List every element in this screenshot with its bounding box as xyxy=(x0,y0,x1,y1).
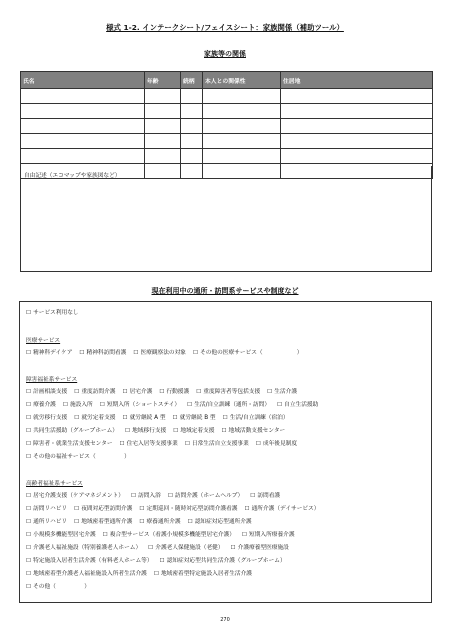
checkbox-icon[interactable]: ☐ xyxy=(26,545,32,551)
column-header-relation: 続柄 xyxy=(181,72,203,89)
service-checkbox-item[interactable] xyxy=(26,545,141,551)
service-checkbox-item[interactable] xyxy=(26,454,130,460)
service-checkbox-item[interactable] xyxy=(26,571,147,577)
age-cell[interactable] xyxy=(145,149,181,164)
service-label: 地域定着支援 xyxy=(180,428,215,434)
elderly-row xyxy=(26,584,97,591)
service-label: 自立生活援助 xyxy=(284,402,319,408)
service-label: 精神科訪問看護 xyxy=(86,350,127,356)
family-table-header xyxy=(21,72,433,89)
service-checkbox-item[interactable] xyxy=(139,519,180,525)
residence-cell[interactable] xyxy=(281,104,433,119)
service-checkbox-item[interactable] xyxy=(277,402,318,408)
service-label: 生活介護 xyxy=(274,389,298,395)
service-label: 就労継続 A 型 xyxy=(129,415,166,421)
disability-row xyxy=(26,428,292,435)
service-checkbox-item[interactable] xyxy=(63,402,93,408)
service-checkbox-item[interactable] xyxy=(74,389,115,395)
service-label: 就労継続 B 型 xyxy=(179,415,216,421)
checkbox-icon[interactable]: ☐ xyxy=(26,402,32,408)
checkbox-icon[interactable]: ☐ xyxy=(26,415,32,421)
disability-category-title: 障害福祉系サービス xyxy=(26,377,78,383)
checkbox-icon[interactable]: ☐ xyxy=(222,415,228,421)
service-checkbox-item[interactable] xyxy=(26,415,67,421)
service-label: 介護老人保健施設（老健） xyxy=(155,545,224,551)
checkbox-icon[interactable]: ☐ xyxy=(26,571,32,577)
checkbox-icon[interactable]: ☐ xyxy=(192,350,199,356)
column-header-relationship: 本人との関係性 xyxy=(203,72,281,89)
service-checkbox-item[interactable] xyxy=(148,545,223,551)
elderly-row xyxy=(26,532,302,539)
service-checkbox-item[interactable] xyxy=(26,441,113,447)
checkbox-icon[interactable]: ☐ xyxy=(62,402,68,408)
elderly-row xyxy=(26,519,259,526)
checkbox-icon[interactable]: ☐ xyxy=(241,532,248,538)
service-checkbox-item[interactable] xyxy=(79,350,126,356)
service-checkbox-item[interactable] xyxy=(122,389,152,395)
checkbox-icon[interactable]: ☐ xyxy=(139,506,145,512)
checkbox-icon[interactable]: ☐ xyxy=(26,506,32,512)
family-table xyxy=(20,71,433,179)
elderly-row xyxy=(26,545,296,552)
checkbox-icon[interactable]: ☐ xyxy=(102,532,108,538)
disability-row xyxy=(26,402,325,409)
service-label: 療養介護 xyxy=(33,402,56,408)
residence-cell[interactable] xyxy=(281,134,433,149)
elderly-row xyxy=(26,493,287,500)
service-checkbox-item[interactable] xyxy=(193,350,302,356)
service-checkbox-item[interactable] xyxy=(256,441,297,447)
checkbox-icon[interactable]: ☐ xyxy=(277,402,283,408)
service-label: 地域移行支援 xyxy=(132,428,167,434)
service-label: 認知症対応型通所介護 xyxy=(194,519,252,525)
service-checkbox-item[interactable] xyxy=(26,428,118,434)
service-none-label: サービス利用なし xyxy=(33,310,79,316)
checkbox-icon[interactable]: ☐ xyxy=(148,545,154,551)
service-checkbox-item[interactable] xyxy=(26,350,72,356)
checkbox-icon[interactable]: ☐ xyxy=(159,558,165,564)
service-checkbox-item[interactable] xyxy=(173,428,214,434)
service-label: 成年後見制度 xyxy=(262,441,298,447)
service-label: 訪問看護 xyxy=(257,493,281,499)
checkbox-icon[interactable]: ☐ xyxy=(74,519,80,525)
checkbox-icon[interactable]: ☐ xyxy=(26,454,32,460)
checkbox-icon[interactable]: ☐ xyxy=(99,402,105,408)
service-label: 夜間対応型訪問介護 xyxy=(81,506,133,512)
checkbox-icon[interactable]: ☐ xyxy=(26,441,32,447)
relation-cell[interactable] xyxy=(181,149,203,164)
column-header-residence: 住居地 xyxy=(281,72,433,89)
service-label: 療養通所介護 xyxy=(146,519,181,525)
service-checkbox-item[interactable] xyxy=(26,506,67,512)
service-label: 計画相談支援 xyxy=(33,389,68,395)
service-label: 介護療養型医療施設 xyxy=(237,545,289,551)
checkbox-icon[interactable]: ☐ xyxy=(122,389,128,395)
service-checkbox-item[interactable] xyxy=(74,415,115,421)
service-label: 地域密着型介護老人福祉施設入所者生活介護 xyxy=(33,571,147,577)
service-checkbox-item[interactable] xyxy=(120,441,178,447)
free-description-label: 自由記述（エコマップや家族図など） xyxy=(24,173,121,179)
checkbox-icon[interactable]: ☐ xyxy=(26,428,32,434)
checkbox-icon[interactable]: ☐ xyxy=(26,350,32,356)
service-label: 小規模多機能型居宅介護 xyxy=(33,532,96,538)
service-checkbox-item[interactable] xyxy=(26,584,90,590)
service-checkbox-item[interactable] xyxy=(100,402,180,408)
service-label: 短期入所（ショートステイ） xyxy=(106,402,181,408)
family-table-row xyxy=(21,104,433,119)
family-table-row xyxy=(21,119,433,134)
service-checkbox-item[interactable] xyxy=(26,519,67,525)
service-checkbox-item[interactable] xyxy=(231,545,289,551)
service-label: 通所リハビリ xyxy=(33,519,68,525)
column-header-name: 氏名 xyxy=(21,72,145,89)
service-checkbox-item[interactable] xyxy=(26,558,153,564)
service-label: 行動援護 xyxy=(166,389,190,395)
checkbox-icon[interactable]: ☐ xyxy=(79,350,85,356)
family-table-row xyxy=(21,89,433,104)
service-label: 医療観察法の対象 xyxy=(140,350,186,356)
service-label: 通所介護（デイサービス） xyxy=(251,506,320,512)
family-section-title: 家族等の関係 xyxy=(204,50,246,58)
service-checkbox-item[interactable] xyxy=(26,493,124,499)
page-title: 様式 1-2. インテークシート/フェイスシート：家族関係（補助ツール） xyxy=(106,23,344,32)
relation-cell[interactable] xyxy=(181,89,203,104)
service-checkbox-item[interactable] xyxy=(26,532,96,538)
checkbox-icon[interactable]: ☐ xyxy=(196,389,202,395)
checkbox-icon[interactable]: ☐ xyxy=(74,389,80,395)
checkbox-icon[interactable]: ☐ xyxy=(221,428,227,434)
checkbox-icon[interactable]: ☐ xyxy=(133,350,139,356)
checkbox-icon[interactable]: ☐ xyxy=(26,584,32,590)
service-label: 日常生活自立支援事業 xyxy=(191,441,249,447)
service-label: 精神科デイケア xyxy=(33,350,73,356)
checkbox-icon[interactable]: ☐ xyxy=(26,389,32,395)
service-label: 地域活動支援センター xyxy=(228,428,286,434)
column-header-age: 年齢 xyxy=(145,72,181,89)
page-number: 270 xyxy=(220,617,230,623)
service-checkbox-item[interactable] xyxy=(26,402,56,408)
service-label: 障害者・就業生活支援センター xyxy=(33,441,113,447)
elderly-category-title: 高齢者福祉系サービス xyxy=(26,481,83,487)
family-table-row xyxy=(21,149,433,164)
residence-cell[interactable] xyxy=(281,149,433,164)
service-checkbox-item[interactable] xyxy=(159,389,189,395)
relationship-cell[interactable] xyxy=(203,134,281,149)
checkbox-icon[interactable]: ☐ xyxy=(26,558,32,564)
name-cell[interactable] xyxy=(21,104,145,119)
service-checkbox-item[interactable] xyxy=(168,493,243,499)
checkbox-icon[interactable]: ☐ xyxy=(159,389,165,395)
checkbox-icon[interactable]: ☐ xyxy=(74,506,80,512)
service-label: 訪問リハビリ xyxy=(33,506,68,512)
service-label: その他（ ） xyxy=(33,584,90,590)
service-label: 居宅介護支援（ケアマネジメント） xyxy=(33,493,124,499)
service-checkbox-item[interactable] xyxy=(187,402,270,408)
checkbox-icon[interactable]: ☐ xyxy=(74,415,80,421)
checkbox-icon[interactable]: ☐ xyxy=(124,428,131,434)
checkbox-icon[interactable]: ☐ xyxy=(122,415,128,421)
service-label: 共同生活援助（グループホーム） xyxy=(33,428,118,434)
disability-row xyxy=(26,389,304,396)
checkbox-icon[interactable]: ☐ xyxy=(172,415,178,421)
service-label: 複合型サービス（看護小規模多機能型居宅介護） xyxy=(109,532,235,538)
checkbox-icon[interactable]: ☐ xyxy=(255,441,261,447)
disability-row xyxy=(26,441,304,448)
service-label: 特定施設入居者生活介護（有料老人ホーム等） xyxy=(33,558,153,564)
service-label: 住宅入居等支援事業 xyxy=(126,441,178,447)
service-checklist-box xyxy=(19,301,432,603)
checkbox-icon[interactable]: ☐ xyxy=(167,493,173,499)
checkbox-icon[interactable]: ☐ xyxy=(244,506,250,512)
age-cell[interactable] xyxy=(145,89,181,104)
relationship-cell[interactable] xyxy=(203,149,281,164)
service-checkbox-item[interactable] xyxy=(122,415,165,421)
elderly-row xyxy=(26,506,326,513)
checkbox-icon[interactable]: ☐ xyxy=(184,441,190,447)
service-checkbox-item[interactable] xyxy=(221,428,285,434)
service-label: その他の福祉サービス（ ） xyxy=(33,454,130,460)
checkbox-icon[interactable]: ☐ xyxy=(230,545,236,551)
elderly-row xyxy=(26,558,293,565)
service-checkbox-item[interactable] xyxy=(250,493,280,499)
checkbox-icon[interactable]: ☐ xyxy=(26,310,32,316)
age-cell[interactable] xyxy=(145,119,181,134)
service-label: 認知症対応型共同生活介護（グループホーム） xyxy=(166,558,286,564)
service-checkbox-item[interactable] xyxy=(139,506,237,512)
relationship-cell[interactable] xyxy=(203,89,281,104)
service-checkbox-item[interactable] xyxy=(196,389,260,395)
service-label: 訪問入浴 xyxy=(138,493,161,499)
name-cell[interactable] xyxy=(21,149,145,164)
service-checkbox-item[interactable] xyxy=(74,519,132,525)
service-label: 定期巡回・随時対応型訪問介護看護 xyxy=(146,506,238,512)
service-label: 重度障害者等包括支援 xyxy=(203,389,261,395)
service-checkbox-item[interactable] xyxy=(185,441,249,447)
residence-cell[interactable] xyxy=(281,119,433,134)
checkbox-icon[interactable]: ☐ xyxy=(250,493,256,499)
elderly-row xyxy=(26,571,259,578)
age-cell[interactable] xyxy=(145,134,181,149)
checkbox-icon[interactable]: ☐ xyxy=(187,402,193,408)
service-label: 生活/自立訓練（宿泊） xyxy=(229,415,289,421)
service-checkbox-item[interactable] xyxy=(267,389,297,395)
service-checkbox-item[interactable] xyxy=(244,506,319,512)
free-description-box[interactable] xyxy=(20,166,432,272)
name-cell[interactable] xyxy=(21,134,145,149)
checkbox-icon[interactable]: ☐ xyxy=(119,441,125,447)
checkbox-icon[interactable]: ☐ xyxy=(130,493,137,499)
residence-cell[interactable] xyxy=(281,89,433,104)
service-label: 短期入所療養介護 xyxy=(249,532,295,538)
service-label: 地域密着型特定施設入居者生活介護 xyxy=(160,571,252,577)
disability-row xyxy=(26,415,296,422)
service-label: 施設入所 xyxy=(69,402,93,408)
service-label: 生活/自立訓練（通所・訪問） xyxy=(194,402,271,408)
relationship-cell[interactable] xyxy=(203,119,281,134)
checkbox-icon[interactable]: ☐ xyxy=(139,519,145,525)
service-label: 地域密着型通所介護 xyxy=(81,519,133,525)
family-table-row xyxy=(21,134,433,149)
disability-row xyxy=(26,454,137,461)
checkbox-icon[interactable]: ☐ xyxy=(173,428,179,434)
checkbox-icon[interactable]: ☐ xyxy=(26,519,32,525)
name-cell[interactable] xyxy=(21,89,145,104)
service-checkbox-item[interactable] xyxy=(131,493,161,499)
service-label: 就労定着支援 xyxy=(81,415,116,421)
checkbox-icon[interactable]: ☐ xyxy=(187,519,193,525)
service-checkbox-item[interactable] xyxy=(74,506,132,512)
checkbox-icon[interactable]: ☐ xyxy=(153,571,159,577)
service-none-row xyxy=(26,310,79,317)
relation-cell[interactable] xyxy=(181,119,203,134)
service-checkbox-item[interactable] xyxy=(160,558,286,564)
service-checkbox-item[interactable] xyxy=(242,532,295,538)
service-section-title: 現在利用中の通所・訪問系サービスや制度など xyxy=(151,287,299,295)
service-checkbox-item[interactable] xyxy=(188,519,252,525)
checkbox-icon[interactable]: ☐ xyxy=(267,389,273,395)
service-label: 重度訪問介護 xyxy=(81,389,116,395)
service-checkbox-item[interactable] xyxy=(173,415,216,421)
service-label: 居宅介護 xyxy=(129,389,153,395)
age-cell[interactable] xyxy=(145,104,181,119)
relation-cell[interactable] xyxy=(181,134,203,149)
service-checkbox-item[interactable] xyxy=(26,389,67,395)
medical-items-row xyxy=(26,350,309,357)
name-cell[interactable] xyxy=(21,119,145,134)
service-checkbox-item[interactable] xyxy=(133,350,186,356)
checkbox-icon[interactable]: ☐ xyxy=(26,493,32,499)
service-label: 訪問介護（ホームヘルプ） xyxy=(174,493,244,499)
relation-cell[interactable] xyxy=(181,104,203,119)
service-label: その他の医療サービス（ ） xyxy=(200,350,303,356)
medical-category-title: 医療サービス xyxy=(26,338,61,344)
service-label: 介護老人福祉施設（特別養護老人ホーム） xyxy=(33,545,142,551)
checkbox-icon[interactable]: ☐ xyxy=(26,532,32,538)
service-checkbox-item[interactable] xyxy=(103,532,235,538)
service-checkbox-item[interactable] xyxy=(154,571,252,577)
service-label: 就労移行支援 xyxy=(33,415,68,421)
relationship-cell[interactable] xyxy=(203,104,281,119)
service-checkbox-item[interactable] xyxy=(125,428,166,434)
service-checkbox-item[interactable] xyxy=(223,415,289,421)
